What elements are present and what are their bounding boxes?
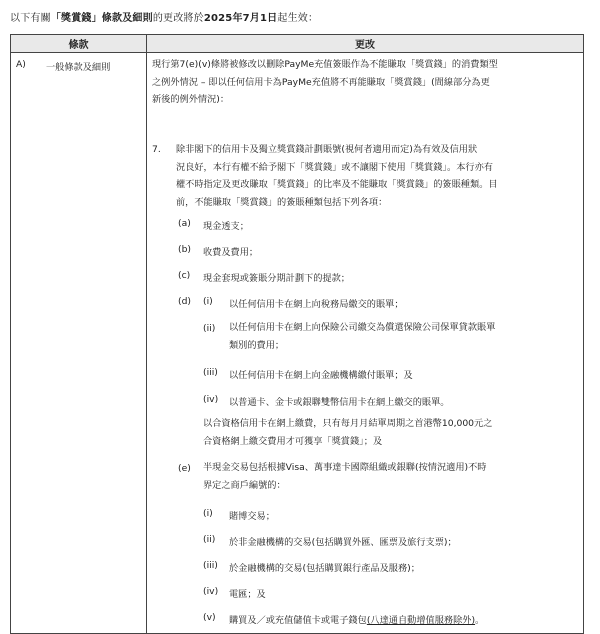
item-e-v-prefix: 購買及／或充值儲值卡或電子錢包 (229, 615, 367, 626)
change-intro-line: 之例外情況 – 即以任何信用卡為PayMe充值將不再能賺取「獎賞錢」(間線部分為更 (152, 76, 490, 88)
clause-7-number: 7. (152, 144, 161, 155)
clause-cell (11, 53, 147, 634)
item-e-iv-text: 電匯；及 (229, 589, 266, 600)
intro-title: 「獎賞錢」條款及細則 (50, 13, 153, 24)
change-intro-line: 現行第7(e)(v)條將被修改以刪除PayMe充值簽賬作為不能賺取「獎賞錢」的消費類型 (152, 59, 498, 70)
header-clause: 條款 (11, 35, 147, 53)
intro-suffix: 起生效： (277, 13, 319, 24)
clause-label: 一般條款及細則 (46, 62, 111, 73)
item-e-iii-text: 於金融機構的交易(包括購買銀行產品及服務)； (229, 563, 420, 574)
table-row (11, 53, 584, 634)
item-a-text: 現金透支； (203, 221, 249, 232)
intro-prefix: 以下有關 (10, 13, 51, 24)
change-intro-line: 新後的例外情況)： (152, 94, 230, 105)
intro-middle: 的更改將於 (152, 13, 204, 24)
item-e-marker: (e) (178, 463, 191, 474)
item-d-ii-text (229, 319, 579, 354)
item-d-iii-marker: (iii) (203, 367, 218, 378)
item-e-v-underlined: (八達通自動增值服務除外) (366, 615, 476, 626)
table-header-row (11, 35, 584, 53)
item-e-iv-marker: (iv) (203, 586, 219, 597)
item-a-marker: (a) (178, 218, 191, 229)
item-e-v-suffix: 。 (475, 615, 485, 626)
item-c-text: 現金套現或簽賬分期計劃下的提款； (203, 273, 350, 284)
item-e-i-text: 賭博交易； (229, 511, 275, 522)
item-d-i-marker: (i) (203, 296, 213, 307)
item-e-iii-marker: (iii) (203, 560, 218, 571)
item-d-ii-marker: (ii) (203, 323, 216, 334)
item-e-ii-text: 於非金融機構的交易(包括購買外匯、匯票及旅行支票)； (229, 537, 457, 548)
change-cell (147, 53, 584, 634)
clause-7-line: 權不時指定及更改賺取「獎賞錢」的比率及不能賺取「獎賞錢」的簽賬種類。目 (176, 179, 498, 190)
item-d-note-line: 以合資格信用卡在網上繳費，只有每月月結單周期之首港幣10,000元之 (203, 418, 493, 429)
clause-7-text (176, 141, 576, 211)
changes-table (10, 34, 584, 634)
clause-number: A) (16, 59, 26, 70)
item-d-i-text: 以任何信用卡在網上向稅務局繳交的賬單； (229, 299, 404, 310)
item-e-v-marker: (v) (203, 612, 216, 623)
item-b-marker: (b) (178, 244, 192, 255)
item-d-iii-text: 以任何信用卡在網上向金融機構繳付賬單；及 (229, 370, 413, 381)
item-d-iv-marker: (iv) (203, 394, 219, 405)
intro-line (10, 9, 318, 24)
change-intro (152, 56, 572, 109)
header-change: 更改 (147, 35, 584, 53)
clause-7-line: 況良好，本行有權不給予閣下「獎賞錢」或不讓閣下使用「獎賞錢」。本行亦有 (176, 161, 493, 173)
intro-date: 2025年7月1日 (203, 13, 278, 24)
item-e-i-marker: (i) (203, 508, 213, 519)
item-c-marker: (c) (178, 270, 191, 281)
item-e-line: 半現金交易包括根據Visa、萬事達卡國際組織或銀聯(按情況適用)不時 (203, 462, 487, 473)
item-e-line: 界定之商戶編號的： (203, 479, 286, 491)
clause-7-line: 前，不能賺取「獎賞錢」的簽賬種類包括下列各項： (176, 196, 388, 208)
item-b-text: 收費及費用； (203, 247, 259, 258)
item-d-iv-text: 以普通卡、金卡或銀聯雙幣信用卡在網上繳交的賬單。 (229, 397, 450, 408)
item-e-text (203, 459, 579, 494)
item-e-v-text (229, 612, 484, 626)
clause-7-line: 除非閣下的信用卡及獨立獎賞錢計劃賬號(視何者適用而定)為有效及信用狀 (176, 144, 478, 155)
item-d-marker: (d) (178, 296, 192, 307)
item-d-ii-line: 以任何信用卡在網上向保險公司繳交為償還保險公司保單貸款賬單 (229, 322, 496, 333)
item-d-ii-line: 類別的費用； (229, 339, 285, 351)
item-e-ii-marker: (ii) (203, 534, 216, 545)
item-d-note (203, 415, 579, 450)
item-d-note-line: 合資格網上繳交費用才可獲享「獎賞錢」；及 (203, 435, 383, 447)
